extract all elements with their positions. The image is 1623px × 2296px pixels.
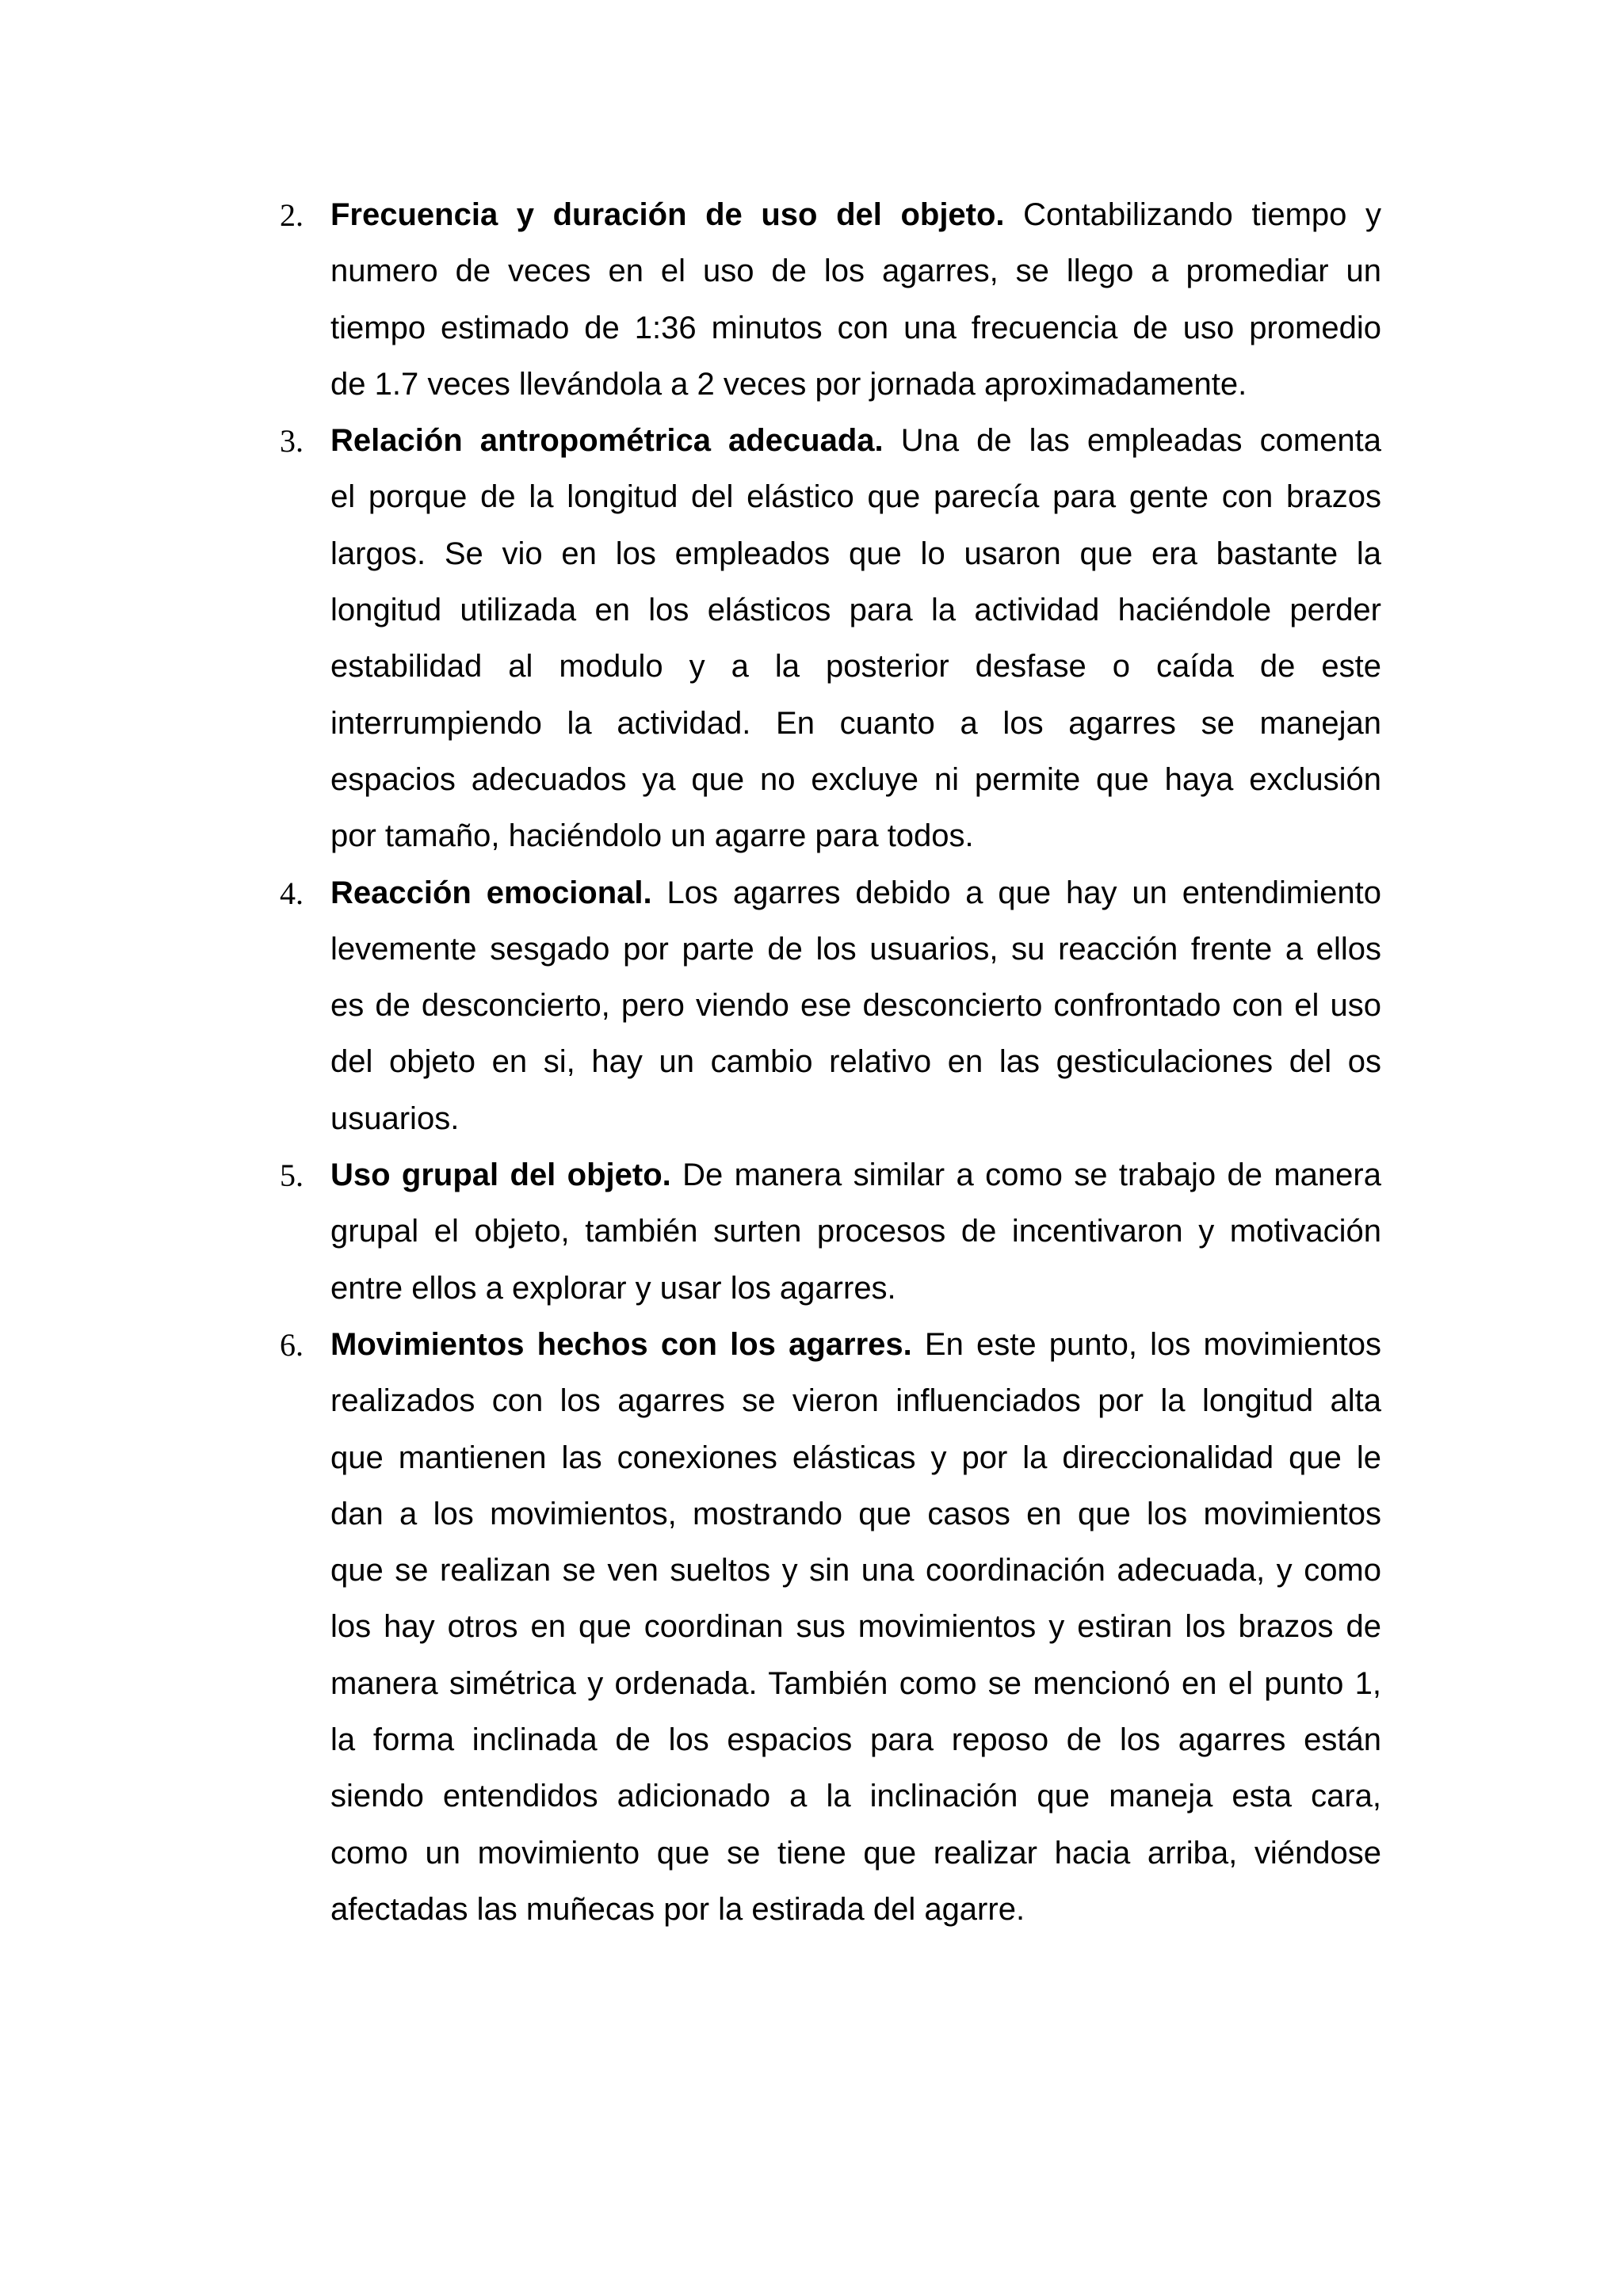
list-item-heading: Frecuencia y duración de uso del objeto. xyxy=(330,197,1005,232)
text-line: por tamaño, haciéndolo un agarre para todos. xyxy=(330,818,974,854)
text-line: el porque de la longitud del elástico que parecía para gente con brazos xyxy=(330,479,1381,515)
list-item-number: 2. xyxy=(280,197,304,233)
text-line: levemente sesgado por parte de los usuarios, su reacción frente a ellos xyxy=(330,931,1381,967)
list-item-heading: Movimientos hechos con los agarres. xyxy=(330,1326,912,1362)
text-line: del objeto en si, hay un cambio relativo en las gesticulaciones del os xyxy=(330,1044,1381,1080)
text-line: longitud utilizada en los elásticos para la actividad haciéndole perder xyxy=(330,593,1381,628)
text-line: grupal el objeto, también surten procesos de incentivaron y motivación xyxy=(330,1214,1381,1249)
list-item-heading: Relación antropométrica adecuada. xyxy=(330,423,884,459)
list-item-first-line xyxy=(330,413,1381,469)
text-line: la forma inclinada de los espacios para reposo de los agarres están xyxy=(330,1722,1381,1758)
list-item-first-text: Los agarres debido a que hay un entendimiento xyxy=(651,875,1381,910)
text-line: usuarios. xyxy=(330,1100,460,1136)
list-item-2 xyxy=(0,187,1623,413)
text-line: dan a los movimientos, mostrando que casos en que los movimientos xyxy=(330,1496,1381,1531)
text-line: espacios adecuados ya que no excluye ni permite que haya exclusión xyxy=(330,761,1381,797)
list-item-number: 6. xyxy=(280,1326,304,1363)
text-line: entre ellos a explorar y usar los agarres. xyxy=(330,1270,896,1306)
text-line: estabilidad al modulo y a la posterior desfase o caída de este xyxy=(330,649,1381,685)
list-item-first-text: De manera similar a como se trabajo de manera xyxy=(670,1158,1381,1193)
list-item-first-text: Una de las empleadas comenta xyxy=(883,423,1381,459)
list-item-5 xyxy=(0,1147,1623,1317)
list-item-heading: Reacción emocional. xyxy=(330,875,652,910)
numbered-list xyxy=(0,187,1623,1938)
text-line: es de desconcierto, pero viendo ese desconcierto confrontado con el uso xyxy=(330,988,1381,1024)
text-line: manera simétrica y ordenada. También como se mencionó en el punto 1, xyxy=(330,1665,1381,1701)
text-line: que se realizan se ven sueltos y sin una coordinación adecuada, y como xyxy=(330,1553,1381,1589)
text-line: largos. Se vio en los empleados que lo usaron que era bastante la xyxy=(330,536,1381,571)
text-line: interrumpiendo la actividad. En cuanto a los agarres se manejan xyxy=(330,705,1381,741)
list-item-first-text: Contabilizando tiempo y xyxy=(1004,197,1381,232)
list-item-3 xyxy=(0,413,1623,864)
list-item-first-line xyxy=(330,187,1381,243)
list-item-number: 3. xyxy=(280,423,304,460)
text-line: realizados con los agarres se vieron influenciados por la longitud alta xyxy=(330,1383,1381,1419)
list-item-first-line xyxy=(330,1317,1381,1373)
text-line: los hay otros en que coordinan sus movimientos y estiran los brazos de xyxy=(330,1609,1381,1645)
list-item-4 xyxy=(0,865,1623,1147)
text-line: afectadas las muñecas por la estirada del agarre. xyxy=(330,1891,1025,1927)
text-line: tiempo estimado de 1:36 minutos con una frecuencia de uso promedio xyxy=(330,310,1381,345)
text-line: siendo entendidos adicionado a la inclinación que maneja esta cara, xyxy=(330,1779,1381,1814)
list-item-number: 5. xyxy=(280,1158,304,1194)
text-line: que mantienen las conexiones elásticas y por la direccionalidad que le xyxy=(330,1440,1381,1475)
list-item-number: 4. xyxy=(280,875,304,911)
list-item-first-text: En este punto, los movimientos xyxy=(911,1326,1381,1362)
list-item-heading: Uso grupal del objeto. xyxy=(330,1158,671,1193)
list-item-first-line xyxy=(330,1147,1381,1203)
text-line: como un movimiento que se tiene que realizar hacia arriba, viéndose xyxy=(330,1835,1381,1871)
text-line: numero de veces en el uso de los agarres, se llego a promediar un xyxy=(330,254,1381,289)
text-line: de 1.7 veces llevándola a 2 veces por jornada aproximadamente. xyxy=(330,366,1247,402)
list-item-first-line xyxy=(330,865,1381,921)
list-item-6 xyxy=(0,1317,1623,1938)
